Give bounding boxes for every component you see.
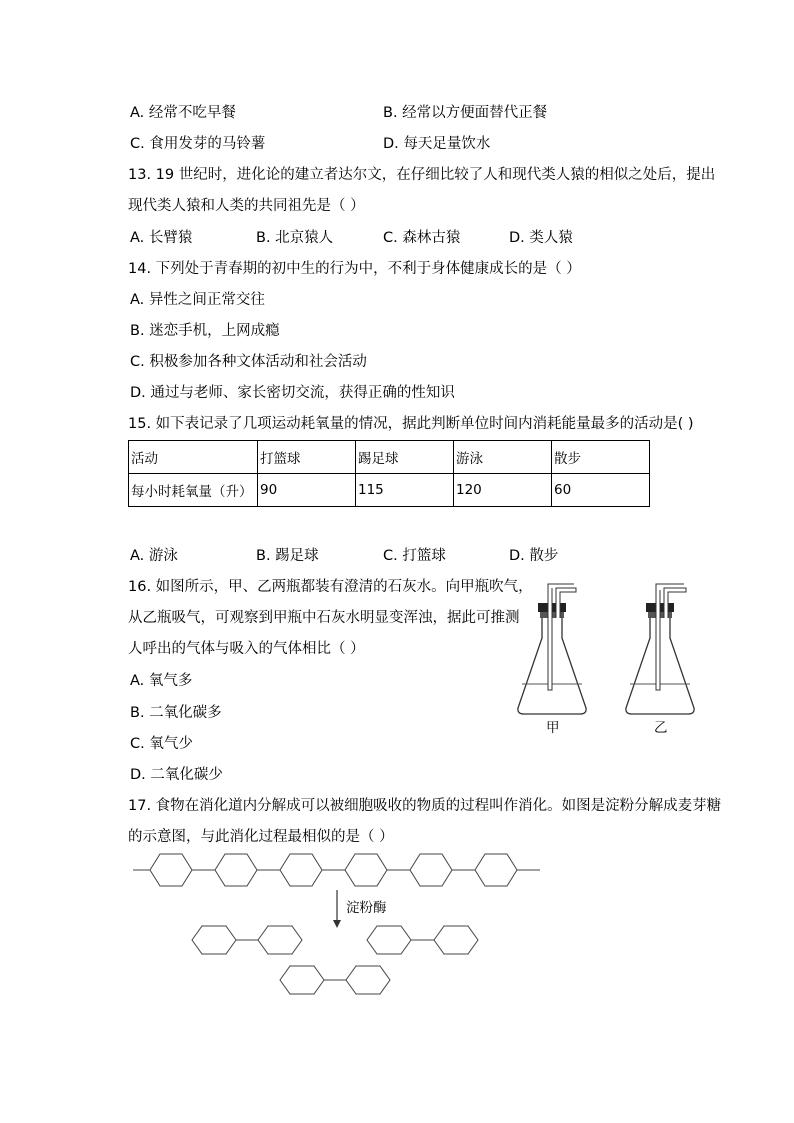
q15-option-a: A. 游泳 — [130, 548, 178, 564]
table-cell: 115 — [356, 474, 454, 507]
down-arrow-icon — [333, 890, 341, 928]
q16-stem-line1: 16. 如图所示，甲、乙两瓶都装有澄清的石灰水。向甲瓶吹气， — [128, 579, 533, 595]
q15-option-d: D. 散步 — [509, 548, 559, 564]
q13-option-c: C. 森林古猿 — [383, 230, 461, 246]
q12-option-c: C. 食用发芽的马铃薯 — [130, 136, 266, 152]
q14-option-d: D. 通过与老师、家长密切交流，获得正确的性知识 — [130, 385, 455, 401]
table-row — [129, 474, 650, 507]
flasks-figure — [510, 578, 700, 738]
q16-option-b: B. 二氧化碳多 — [130, 705, 222, 721]
enzyme-label: 淀粉酶 — [346, 900, 387, 916]
starch-chain — [133, 854, 540, 886]
q14-option-a: A. 异性之间正常交往 — [130, 292, 265, 308]
q16-option-d: D. 二氧化碳少 — [130, 767, 223, 783]
flask-label-jia: 甲 — [546, 720, 560, 736]
table-cell: 120 — [454, 474, 552, 507]
table-cell: 活动 — [129, 441, 258, 474]
q14-option-c: C. 积极参加各种文体活动和社会活动 — [130, 354, 367, 370]
oxygen-consumption-table — [128, 440, 650, 507]
q13-option-a: A. 长臂猿 — [130, 230, 193, 246]
q16-option-a: A. 氧气多 — [130, 673, 193, 689]
maltose-unit — [280, 966, 390, 994]
table-cell: 90 — [258, 474, 356, 507]
q15-option-c: C. 打篮球 — [383, 548, 446, 564]
q17-stem-line2: 的示意图，与此消化过程最相似的是（ ） — [128, 829, 394, 845]
q12-option-b: B. 经常以方便面替代正餐 — [383, 105, 548, 121]
table-cell: 踢足球 — [356, 441, 454, 474]
q14-option-b: B. 迷恋手机，上网成瘾 — [130, 323, 280, 339]
q16-stem-line3: 人呼出的气体与吸入的气体相比（ ） — [128, 641, 365, 657]
table-header-row — [129, 441, 650, 474]
maltose-unit — [192, 926, 302, 954]
flask-yi — [626, 584, 694, 714]
q12-option-a: A. 经常不吃早餐 — [130, 105, 236, 121]
flask-jia — [518, 584, 586, 714]
q13-option-b: B. 北京猿人 — [256, 230, 334, 246]
table-cell: 每小时耗氧量（升） — [129, 474, 258, 507]
q16-option-c: C. 氧气少 — [130, 736, 193, 752]
q15-stem: 15. 如下表记录了几项运动耗氧量的情况，据此判断单位时间内消耗能量最多的活动是( ) — [128, 416, 694, 432]
table-cell: 60 — [552, 474, 650, 507]
q16-stem-line2: 从乙瓶吸气，可观察到甲瓶中石灰水明显变浑浊，据此可推测 — [128, 610, 520, 626]
table-cell: 散步 — [552, 441, 650, 474]
maltose-unit — [367, 926, 478, 954]
starch-digestion-diagram — [0, 840, 794, 1010]
table-cell: 打篮球 — [258, 441, 356, 474]
q13-stem-line1: 13. 19 世纪时，进化论的建立者达尔文，在仔细比较了人和现代类人猿的相似之处后，提出 — [128, 167, 716, 183]
table-cell: 游泳 — [454, 441, 552, 474]
q13-option-d: D. 类人猿 — [509, 230, 573, 246]
flask-label-yi: 乙 — [654, 720, 668, 736]
q17-stem-line1: 17. 食物在消化道内分解成可以被细胞吸收的物质的过程叫作消化。如图是淀粉分解成麦芽糖 — [128, 798, 722, 814]
q13-stem-line2: 现代类人猿和人类的共同祖先是（ ） — [128, 198, 365, 214]
q12-option-d: D. 每天足量饮水 — [383, 136, 491, 152]
q14-stem: 14. 下列处于青春期的初中生的行为中，不利于身体健康成长的是（ ） — [128, 261, 581, 277]
q15-option-b: B. 踢足球 — [256, 548, 319, 564]
